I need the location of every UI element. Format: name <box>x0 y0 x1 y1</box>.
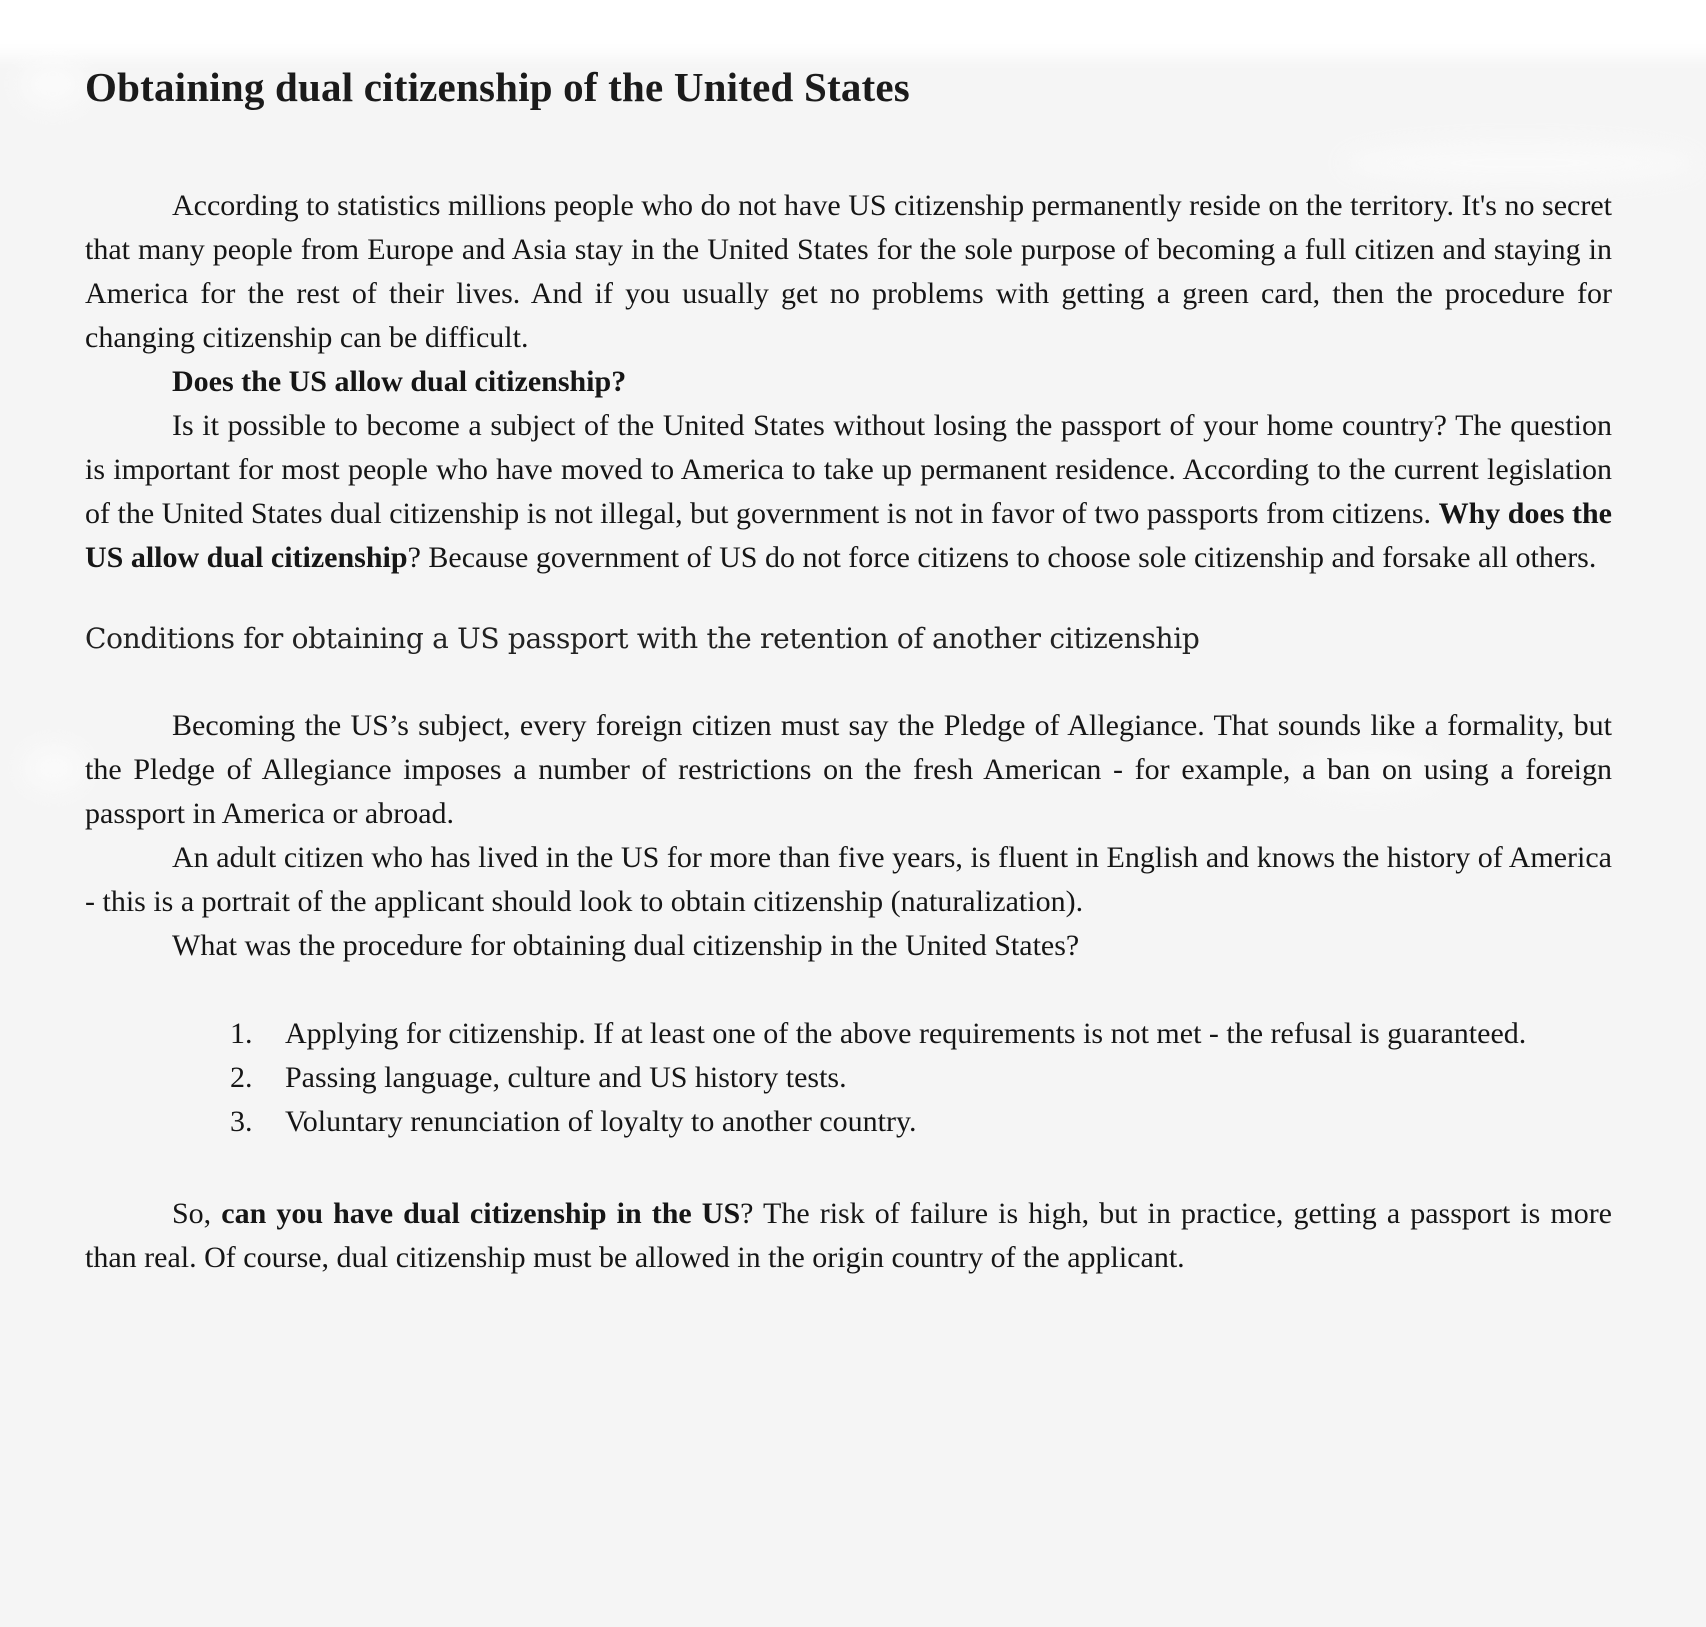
list-item-number: 1. <box>230 1017 253 1050</box>
list-item-text: Passing language, culture and US history tests. <box>285 1061 847 1094</box>
procedure-question: What was the procedure for obtaining dual citizenship in the United States? <box>172 929 1080 962</box>
list-item-number: 3. <box>230 1105 253 1138</box>
list-item <box>230 1056 1612 1100</box>
paragraph-run: Is it possible to become a subject of the United States without losing the passport of your home country? The question is important for most people who have moved to America to take up permanent residence. According to the current legislation of the United States dual citizenship is not illegal, but government is not in favor of two passports from citizens. <box>85 409 1612 530</box>
list-item <box>230 1012 1612 1056</box>
paragraph-run: ? Because government of US do not force citizens to choose sole citizenship and forsake all others. <box>407 541 1597 574</box>
document-title: Obtaining dual citizenship of the United States <box>85 64 910 110</box>
question-heading: Does the US allow dual citizenship? <box>172 365 627 398</box>
section-subheading: Conditions for obtaining a US passport with the retention of another citizenship <box>85 622 1200 655</box>
paragraph-run-bold: Why does the US allow dual citizenship <box>85 497 1612 574</box>
list-item-text: Applying for citizenship. If at least one of the above requirements is not met - the refusal is guaranteed. <box>285 1017 1527 1050</box>
paragraph-run: So, <box>172 1197 222 1230</box>
background-artifact <box>22 744 86 792</box>
procedure-list <box>85 1012 1612 1144</box>
list-item-number: 2. <box>230 1061 253 1094</box>
dual-citizenship-paragraph <box>85 404 1612 580</box>
paragraph-run: ? The risk of failure is high, but in practice, getting a passport is more than real. Of course, dual citizenship must be allowed in the origin country of the applicant. <box>85 1197 1612 1274</box>
paragraph-run-bold: can you have dual citizenship in the US <box>221 1197 741 1230</box>
intro-paragraph: According to statistics millions people who do not have US citizenship permanently reside on the territory. It's no secret that many people from Europe and Asia stay in the United States for the sole purpose of becoming a full citizen and staying in America for the rest of their lives. And if you usually get no problems with getting a green card, then the procedure for changing citizenship can be difficult. <box>85 189 1612 354</box>
pledge-paragraph: Becoming the US’s subject, every foreign citizen must say the Pledge of Allegiance. That sounds like a formality, but the Pledge of Allegiance imposes a number of restrictions on the fresh American - for example, a ban on using a foreign passport in America or abroad. <box>85 709 1612 830</box>
closing-paragraph <box>85 1192 1612 1280</box>
list-item-text: Voluntary renunciation of loyalty to another country. <box>285 1105 917 1138</box>
background-artifact <box>18 58 88 110</box>
document-page <box>85 0 1612 1280</box>
portrait-paragraph: An adult citizen who has lived in the US for more than five years, is fluent in English and knows the history of America - this is a portrait of the applicant should look to obtain citizenship (naturalization). <box>85 841 1612 918</box>
list-item <box>230 1100 1612 1144</box>
